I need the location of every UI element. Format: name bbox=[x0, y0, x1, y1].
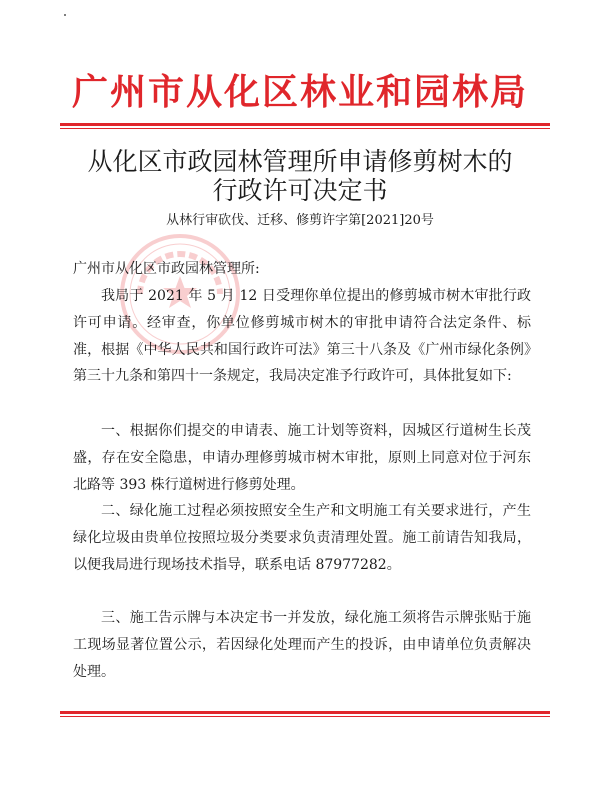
document-title-line-2: 行政许可决定书 bbox=[212, 176, 388, 205]
header-red-rule-thick bbox=[60, 123, 550, 126]
body-paragraph-item-3: 三、施工告示牌与本决定书一并发放，绿化施工须将告示牌张贴于施工现场显著位置公示，若因绿化处理而产生的投诉，由申请单位负责解决处理。 bbox=[73, 610, 531, 680]
body-paragraph-item-2: 二、绿化施工过程必须按照安全生产和文明施工有关要求进行，产生绿化垃圾由贵单位按照垃圾分类要求负责清理处置。施工前请告知我局，以便我局进行现场技术指导，联系电话 87977282。 bbox=[73, 503, 531, 573]
agency-header: 广州市从化区林业和园林局 bbox=[71, 72, 528, 113]
footer-red-rule-thick bbox=[60, 711, 550, 714]
document-title-line-1: 从化区市政园林管理所申请修剪树木的 bbox=[87, 147, 513, 176]
document-number: 从林行审砍伐、迁移、修剪许字第[2021]20号 bbox=[166, 213, 434, 228]
body-paragraph-intro: 我局于 2021 年 5 月 12 日受理你单位提出的修剪城市树木审批行政许可申请。经审查，你单位修剪城市树木的审批申请符合法定条件、标准，根据《中华人民共和国行政许可法》第三十八条及《广州市绿化条例》第三十九条和第四十一条规定，我局决定准予行政许可，具体批复如下: bbox=[73, 288, 531, 385]
footer-red-rule-thin bbox=[60, 716, 550, 717]
addressee: 广州市从化区市政园林管理所: bbox=[73, 261, 260, 277]
scan-speck bbox=[64, 14, 66, 16]
body-paragraph-item-1: 一、根据你们提交的申请表、施工计划等资料，因城区行道树生长茂盛，存在安全隐患，申请办理修剪城市树木审批，原则上同意对位于河东北路等 393 株行道树进行修剪处理。 bbox=[73, 423, 531, 493]
header-red-rule-thin bbox=[60, 128, 550, 129]
